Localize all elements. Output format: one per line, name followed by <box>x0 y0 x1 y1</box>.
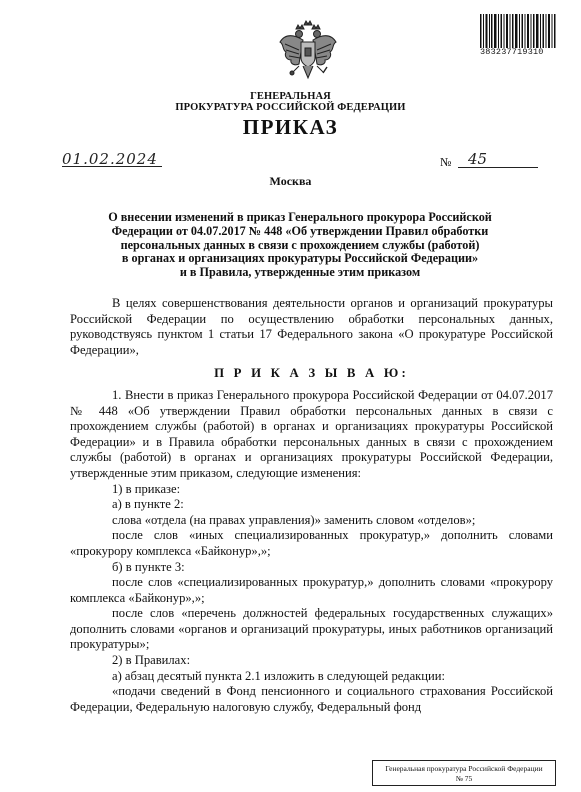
title-line: Федерации от 04.07.2017 № 448 «Об утверждении Правил обработки <box>111 223 489 238</box>
document-type: ПРИКАЗ <box>242 115 339 139</box>
barcode <box>480 14 556 48</box>
registration-stamp <box>372 760 556 786</box>
subitem-1-1a-1: слова «отдела (на правах управления)» заменить словом «отделов»; <box>112 512 476 527</box>
subitem-1-1a-2: после слов «иных специализированных прокуратур,» дополнить словами «прокурору комплекса «Байконур»,»; <box>70 528 553 558</box>
subitem-1-2: 2) в Правилах: <box>112 653 191 668</box>
paragraph-1: 1. Внести в приказ Генерального прокурора Российской Федерации от 04.07.2017 № 448 «Об утверждении Правил обработки персональных данных в связи с прохождением службы (работой) в органах и организациях прокуратуры Российской Федерации» и в Правила обработки персональных данных в связи с прохождением службы (работой) в органах и организациях прокуратуры Российской Федерации, утвержденные этим приказом, следующие изменения: <box>70 387 553 480</box>
coat-of-arms-icon <box>277 20 339 84</box>
barcode-number: 383237719310 <box>480 47 544 57</box>
stamp-line1: Генеральная прокуратура Российской Федерации <box>385 764 543 773</box>
subitem-1-1b-2: после слов «перечень должностей федеральных государственных служащих» дополнить словами «органов и организаций прокуратуры, иных работников организаций прокуратуры»; <box>70 606 553 652</box>
subitem-1-2a: а) абзац десятый пункта 2.1 изложить в следующей редакции: <box>112 668 445 683</box>
preamble: В целях совершенствования деятельности органов и организаций прокуратуры Российской Федерации по осуществлению обработки персональных данных, руководствуясь пунктом 1 статьи 17 Федерального закона «О прокуратуре Российской Федерации», <box>70 296 553 357</box>
title-line: О внесении изменений в приказ Генерального прокурора Российской <box>108 210 492 224</box>
title-line: персональных данных в связи с прохождением службы (работой) <box>120 237 480 252</box>
barcode-bars-icon <box>480 14 556 48</box>
organization-name-line2: ПРОКУРАТУРА РОССИЙСКОЙ ФЕДЕРАЦИИ <box>175 102 406 113</box>
title-line: и в Правила, утвержденные этим приказом <box>179 265 421 280</box>
subitem-1-1b-1: после слов «специализированных прокуратур,» дополнить словами «прокурору комплекса «Байконур»,»; <box>70 575 553 605</box>
number-underline <box>458 167 538 168</box>
organization-name-line1: ГЕНЕРАЛЬНАЯ <box>250 91 331 102</box>
order-heading: П Р И К А З Ы В А Ю: <box>214 366 409 381</box>
date-underline <box>62 166 162 167</box>
title-line: в органах и организациях прокуратуры Российской Федерации» <box>121 251 479 266</box>
document-title <box>60 211 540 280</box>
document-date: 01.02.2024 <box>62 150 158 168</box>
document-body <box>70 296 553 715</box>
subitem-1-1a: а) в пункте 2: <box>112 497 184 512</box>
subitem-1-1b: б) в пункте 3: <box>112 559 185 574</box>
subitem-1-1: 1) в приказе: <box>112 481 181 496</box>
stamp-line2: № 75 <box>455 774 473 783</box>
number-label: № <box>440 155 452 169</box>
subitem-1-2a-1: «подачи сведений в Фонд пенсионного и социального страхования Российской Федерации, Федеральную налоговую службу, Федеральный фонд <box>70 684 553 714</box>
document-number: 45 <box>468 150 488 168</box>
city: Москва <box>269 174 312 188</box>
